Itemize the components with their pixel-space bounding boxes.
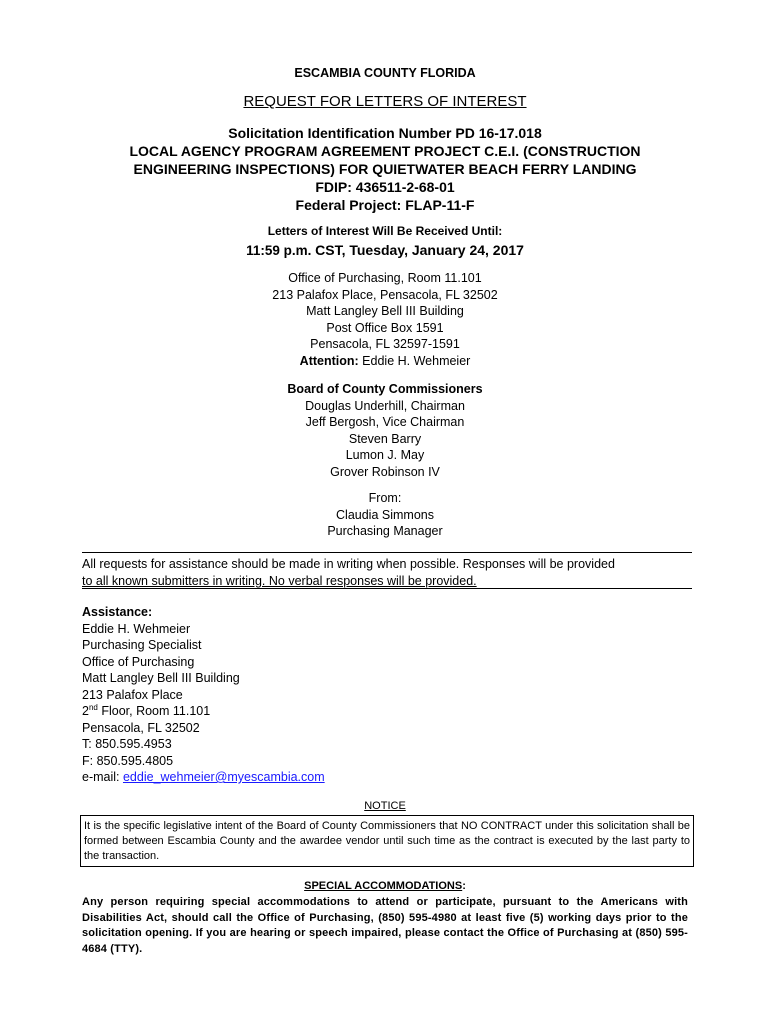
deadline-datetime — [0, 241, 770, 260]
federal-project: Federal Project: FLAP-11-F — [295, 197, 475, 213]
special-title-colon: : — [462, 880, 466, 892]
project-title-line-2: ENGINEERING INSPECTIONS) FOR QUIETWATER BEACH FERRY LANDING — [133, 161, 637, 177]
special-title-text: SPECIAL ACCOMMODATIONS — [304, 880, 463, 892]
solicitation-number: Solicitation Identification Number PD 16-17.018 — [228, 125, 542, 141]
attention-label: Attention: — [299, 353, 359, 368]
floor-ordinal: nd — [88, 702, 98, 712]
board-member: Lumon J. May — [345, 448, 425, 462]
floor-number: 2 — [82, 704, 89, 718]
project-title-line-1: LOCAL AGENCY PROGRAM AGREEMENT PROJECT C.E.I. (CONSTRUCTION — [129, 143, 641, 159]
assistance-fax: F: 850.595.4805 — [82, 753, 174, 768]
assistance-title: Assistance: — [82, 605, 153, 619]
special-accommodations-body: Any person requiring special accommodations to attend or participate, pursuant to the Americans with Disabilities Act, should call the Office of Purchasing, (850) 595-4980 at least five (5) working days prior to the solicitation opening. If you are hearing or speech impaired, please contact the Office of Purchasing at (850) 595-4684 (TTY). — [82, 896, 688, 955]
assistance-city: Pensacola, FL 32502 — [82, 720, 200, 735]
attention-name: Eddie H. Wehmeier — [362, 353, 471, 368]
solicitation-block — [0, 124, 770, 214]
address-line: Pensacola, FL 32597-1591 — [310, 337, 460, 351]
assistance-role: Purchasing Specialist — [82, 638, 202, 652]
address-line: 213 Palafox Place, Pensacola, FL 32502 — [272, 287, 498, 302]
office-address — [0, 270, 770, 369]
divider-bottom — [82, 588, 692, 589]
special-accommodations-title — [0, 880, 770, 892]
requests-note-line-2: to all known submitters in writing. No verbal responses will be provided. — [82, 573, 477, 588]
deadline-time: 11:59 p.m. — [246, 243, 312, 258]
from-title: Purchasing Manager — [327, 524, 443, 538]
board-member: Jeff Bergosh, Vice Chairman — [305, 415, 465, 429]
notice-title: NOTICE — [364, 800, 406, 812]
divider-top — [82, 552, 692, 553]
deadline-date: CST, Tuesday, January 24, 2017 — [315, 242, 524, 258]
assistance-email-line — [82, 769, 482, 786]
from-name: Claudia Simmons — [336, 507, 434, 522]
assistance-block — [82, 604, 482, 786]
fdip-number: FDIP: 436511-2-68-01 — [315, 179, 455, 195]
from-block — [0, 490, 770, 540]
assistance-floor — [82, 703, 482, 720]
requests-note — [82, 556, 692, 589]
assistance-building: Matt Langley Bell III Building — [82, 671, 240, 685]
address-line: Matt Langley Bell III Building — [306, 304, 464, 318]
address-line: Office of Purchasing, Room 11.101 — [288, 271, 482, 285]
board-title: Board of County Commissioners — [287, 382, 483, 396]
floor-room: Floor, Room 11.101 — [97, 704, 211, 718]
notice-box: It is the specific legislative intent of the Board of County Commissioners that NO CONTRACT under this solicitation shall be formed between Escambia County and the awardee vendor until such time as the contract is executed by the last party to the transaction. — [80, 815, 694, 867]
address-line: Post Office Box 1591 — [326, 320, 444, 335]
board-member: Grover Robinson IV — [330, 464, 440, 479]
request-heading: REQUEST FOR LETTERS OF INTEREST — [243, 93, 527, 110]
county-heading: ESCAMBIA COUNTY FLORIDA — [294, 66, 476, 80]
requests-note-line-1: All requests for assistance should be made in writing when possible. Responses will be provided — [82, 557, 615, 571]
board-block — [0, 381, 770, 480]
board-member: Steven Barry — [348, 431, 422, 446]
deadline-block — [0, 222, 770, 260]
assistance-phone: T: 850.595.4953 — [82, 737, 172, 751]
board-member: Douglas Underhill, Chairman — [305, 398, 465, 413]
assistance-office: Office of Purchasing — [82, 654, 195, 669]
assistance-street: 213 Palafox Place — [82, 687, 183, 702]
from-label: From: — [368, 491, 402, 505]
deadline-label: Letters of Interest Will Be Received Until: — [267, 224, 503, 238]
attention-line — [0, 353, 770, 370]
assistance-name: Eddie H. Wehmeier — [82, 621, 191, 636]
email-link[interactable]: eddie_wehmeier@myescambia.com — [122, 770, 325, 784]
email-label: e-mail: — [82, 770, 123, 784]
